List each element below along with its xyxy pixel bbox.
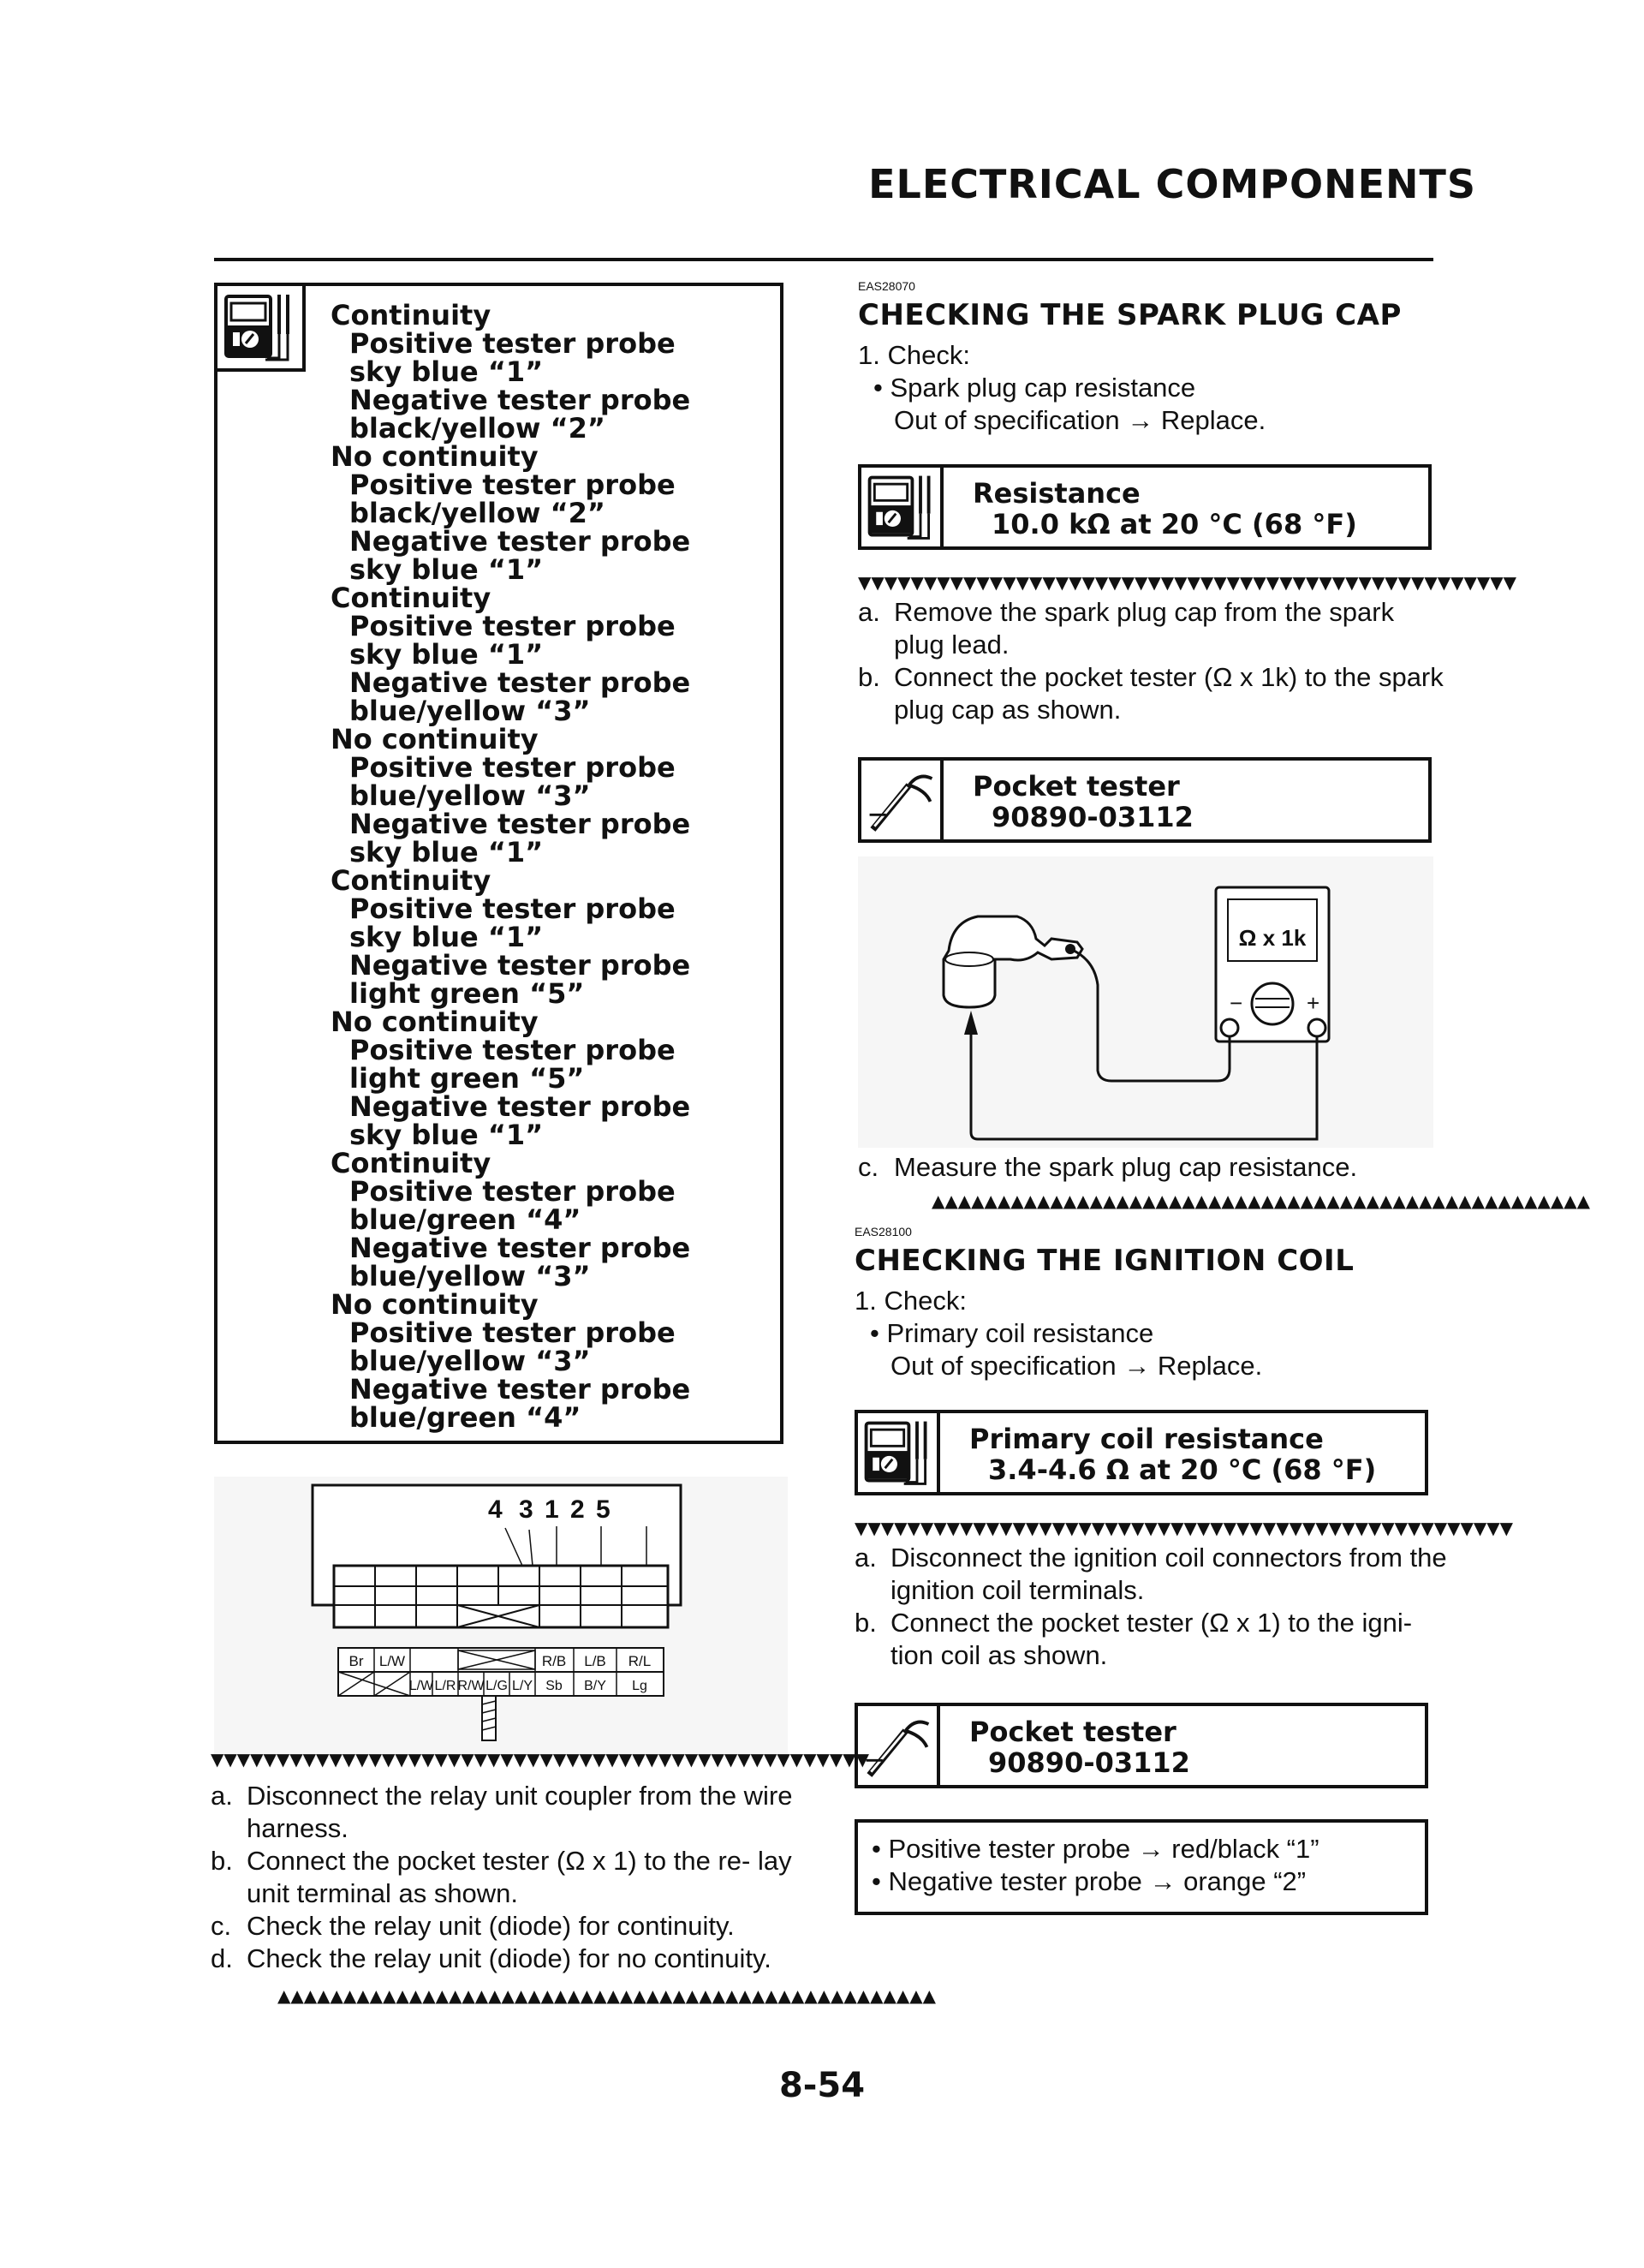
positive-probe-label: Positive tester probe — [349, 327, 676, 360]
negative-probe-label: Negative tester probe — [349, 1373, 691, 1406]
step-label: b. — [211, 1846, 233, 1876]
negative-probe-value: sky blue “1” — [349, 553, 544, 586]
step-item — [211, 1910, 810, 1943]
wire-color-label: R/L — [628, 1653, 652, 1669]
continuity-state: No continuity — [331, 723, 539, 755]
wire-color-label: R/W — [457, 1679, 485, 1693]
pin-label: 2 — [570, 1495, 585, 1524]
meter-range-label: Ω x 1k — [1238, 925, 1307, 951]
step-label: a. — [858, 597, 880, 627]
out-of-spec: Out of specification → Replace. — [894, 405, 1266, 435]
check-label: 1. Check: — [855, 1286, 967, 1316]
wire-color-label: L/Y — [511, 1679, 533, 1693]
primary-coil-spec-box — [855, 1410, 1428, 1495]
negative-probe: • Negative tester probe → orange “2” — [872, 1866, 1307, 1896]
positive-probe-value: sky blue “1” — [349, 921, 544, 953]
negative-probe-label: Negative tester probe — [349, 1090, 691, 1123]
negative-probe-value: blue/green “4” — [349, 1401, 581, 1434]
continuity-state: Continuity — [331, 864, 491, 897]
continuity-state: No continuity — [331, 1006, 539, 1038]
spec-value: 3.4-4.6 Ω at 20 °C (68 °F) — [988, 1453, 1377, 1486]
positive-probe-value: blue/yellow “3” — [349, 1345, 591, 1377]
negative-probe-value: light green “5” — [349, 977, 585, 1010]
step-label: a. — [211, 1781, 233, 1811]
multimeter-icon — [858, 1413, 940, 1492]
step-text: Check the relay unit (diode) for no continuity. — [247, 1943, 771, 1973]
step-text: Disconnect the relay unit coupler from the wire harness. — [247, 1781, 793, 1843]
svg-text:−: − — [1230, 990, 1243, 1016]
negative-probe-label: Negative tester probe — [349, 666, 691, 699]
check-bullet: • Spark plug cap resistance — [873, 373, 1196, 403]
negative-probe-value: blue/yellow “3” — [349, 695, 591, 727]
continuity-state: Continuity — [331, 299, 491, 331]
pocket-tester-box — [858, 757, 1432, 843]
section-code: EAS28070 — [858, 279, 915, 293]
wire-color-label: Sb — [545, 1679, 563, 1693]
positive-probe-value: sky blue “1” — [349, 355, 544, 388]
wire-color-label: L/W — [378, 1653, 406, 1669]
step-label: b. — [855, 1608, 877, 1638]
section-title-spark-plug: CHECKING THE SPARK PLUG CAP — [858, 298, 1402, 332]
wire-color-label: L/G — [485, 1679, 508, 1693]
step-text: Disconnect the ignition coil connectors from the ignition coil terminals. — [890, 1543, 1447, 1605]
positive-probe-value: black/yellow “2” — [349, 497, 605, 529]
tool-number: 90890-03112 — [992, 801, 1194, 833]
multimeter-icon — [861, 468, 944, 546]
step-item — [855, 1607, 1454, 1672]
positive-probe-value: light green “5” — [349, 1062, 585, 1095]
wire-color-label: B/Y — [584, 1679, 606, 1693]
spark-plug-steps — [858, 596, 1449, 726]
tool-icon — [858, 1706, 940, 1785]
positive-probe-value: blue/green “4” — [349, 1203, 581, 1236]
continuity-state: No continuity — [331, 440, 539, 473]
pocket-tester-box — [855, 1703, 1428, 1788]
page-title: ELECTRICAL COMPONENTS — [868, 161, 1476, 207]
continuity-spec-box — [214, 283, 783, 1444]
pin-label: 5 — [596, 1495, 611, 1524]
header-rule — [214, 258, 1433, 261]
wire-color-label: L/B — [584, 1653, 606, 1669]
section-start-marker: ▼▼▼▼▼▼▼▼▼▼▼▼▼▼▼▼▼▼▼▼▼▼▼▼▼▼▼▼▼▼▼▼▼▼▼▼▼▼▼▼▼▼▼▼▼▼▼▼▼▼ — [858, 572, 1517, 593]
spec-title: Primary coil resistance — [969, 1423, 1324, 1455]
svg-text:+: + — [1307, 990, 1320, 1016]
step-label: c. — [858, 1152, 879, 1182]
tool-title: Pocket tester — [973, 770, 1180, 803]
step-label: d. — [211, 1943, 233, 1973]
step-text: Measure the spark plug cap resistance. — [894, 1152, 1358, 1182]
positive-probe-label: Positive tester probe — [349, 1034, 676, 1066]
section-code: EAS28100 — [855, 1225, 912, 1238]
ignition-coil-steps — [855, 1542, 1454, 1672]
wire-color-label: R/B — [541, 1653, 567, 1669]
wire-color-label: L/R — [434, 1679, 456, 1693]
positive-probe-value: sky blue “1” — [349, 638, 544, 671]
positive-probe: • Positive tester probe → red/black “1” — [872, 1834, 1319, 1864]
check-bullet: • Primary coil resistance — [870, 1318, 1154, 1348]
out-of-spec: Out of specification → Replace. — [890, 1351, 1263, 1381]
step-label: c. — [211, 1911, 232, 1941]
relay-steps — [211, 1780, 810, 1975]
spark-plug-cap-illustration — [858, 856, 1433, 1148]
step-item — [211, 1943, 810, 1975]
negative-probe-value: black/yellow “2” — [349, 412, 605, 445]
continuity-state: Continuity — [331, 582, 491, 614]
positive-probe-label: Positive tester probe — [349, 892, 676, 925]
section-end-marker: ▲▲▲▲▲▲▲▲▲▲▲▲▲▲▲▲▲▲▲▲▲▲▲▲▲▲▲▲▲▲▲▲▲▲▲▲▲▲▲▲▲▲▲▲▲▲▲▲▲▲ — [932, 1191, 1591, 1211]
step-item — [858, 596, 1449, 661]
step-text: Connect the pocket tester (Ω x 1) to the igni- tion coil as shown. — [890, 1608, 1413, 1670]
resistance-spec-box — [858, 464, 1432, 550]
positive-probe-label: Positive tester probe — [349, 610, 676, 642]
negative-probe-label: Negative tester probe — [349, 384, 691, 416]
spec-value: 10.0 kΩ at 20 °C (68 °F) — [992, 508, 1357, 540]
pin-label: 4 — [488, 1495, 503, 1524]
negative-probe-value: blue/yellow “3” — [349, 1260, 591, 1292]
continuity-list — [331, 301, 690, 1432]
wire-color-label: Br — [348, 1653, 364, 1669]
negative-probe-value: sky blue “1” — [349, 836, 544, 868]
multimeter-icon — [217, 286, 306, 372]
step-item — [211, 1845, 810, 1910]
positive-probe-label: Positive tester probe — [349, 469, 676, 501]
step-label: b. — [858, 662, 880, 692]
negative-probe-value: sky blue “1” — [349, 1119, 544, 1151]
negative-probe-label: Negative tester probe — [349, 525, 691, 558]
step-item — [855, 1542, 1454, 1607]
negative-probe-label: Negative tester probe — [349, 949, 691, 982]
step-item — [858, 661, 1449, 726]
positive-probe-value: blue/yellow “3” — [349, 779, 591, 812]
pin-label: 3 — [519, 1495, 533, 1524]
step-text: Check the relay unit (diode) for continuity. — [247, 1911, 735, 1941]
positive-probe-label: Positive tester probe — [349, 1316, 676, 1349]
step-label: a. — [855, 1543, 877, 1573]
negative-probe-label: Negative tester probe — [349, 1232, 691, 1264]
wire-color-label: L/W — [408, 1679, 434, 1693]
section-end-marker: ▲▲▲▲▲▲▲▲▲▲▲▲▲▲▲▲▲▲▲▲▲▲▲▲▲▲▲▲▲▲▲▲▲▲▲▲▲▲▲▲▲▲▲▲▲▲▲▲▲▲ — [277, 1985, 937, 2006]
tool-icon — [861, 761, 944, 839]
continuity-state: No continuity — [331, 1288, 539, 1321]
section-start-marker: ▼▼▼▼▼▼▼▼▼▼▼▼▼▼▼▼▼▼▼▼▼▼▼▼▼▼▼▼▼▼▼▼▼▼▼▼▼▼▼▼▼▼▼▼▼▼▼▼▼▼ — [211, 1749, 870, 1770]
step-item — [211, 1780, 810, 1845]
step-text: Connect the pocket tester (Ω x 1k) to the spark plug cap as shown. — [894, 662, 1444, 725]
section-title-ignition-coil: CHECKING THE IGNITION COIL — [855, 1244, 1355, 1278]
tool-title: Pocket tester — [969, 1716, 1176, 1748]
relay-connector-diagram — [214, 1477, 788, 1759]
tool-number: 90890-03112 — [988, 1746, 1190, 1779]
spec-title: Resistance — [973, 477, 1141, 510]
wire-color-label: Lg — [632, 1679, 647, 1693]
step-text: Remove the spark plug cap from the spark plug lead. — [894, 597, 1395, 660]
probe-connection-box — [855, 1819, 1428, 1915]
pin-label: 1 — [545, 1495, 559, 1524]
step-text: Connect the pocket tester (Ω x 1) to the re- lay unit terminal as shown. — [247, 1846, 792, 1908]
page-number: 8-54 — [778, 2066, 866, 2105]
negative-probe-label: Negative tester probe — [349, 808, 691, 840]
positive-probe-label: Positive tester probe — [349, 1175, 676, 1208]
spark-plug-step-c — [858, 1151, 1449, 1184]
continuity-state: Continuity — [331, 1147, 491, 1179]
positive-probe-label: Positive tester probe — [349, 751, 676, 784]
section-start-marker: ▼▼▼▼▼▼▼▼▼▼▼▼▼▼▼▼▼▼▼▼▼▼▼▼▼▼▼▼▼▼▼▼▼▼▼▼▼▼▼▼▼▼▼▼▼▼▼▼▼▼ — [855, 1518, 1514, 1538]
check-label: 1. Check: — [858, 340, 970, 370]
